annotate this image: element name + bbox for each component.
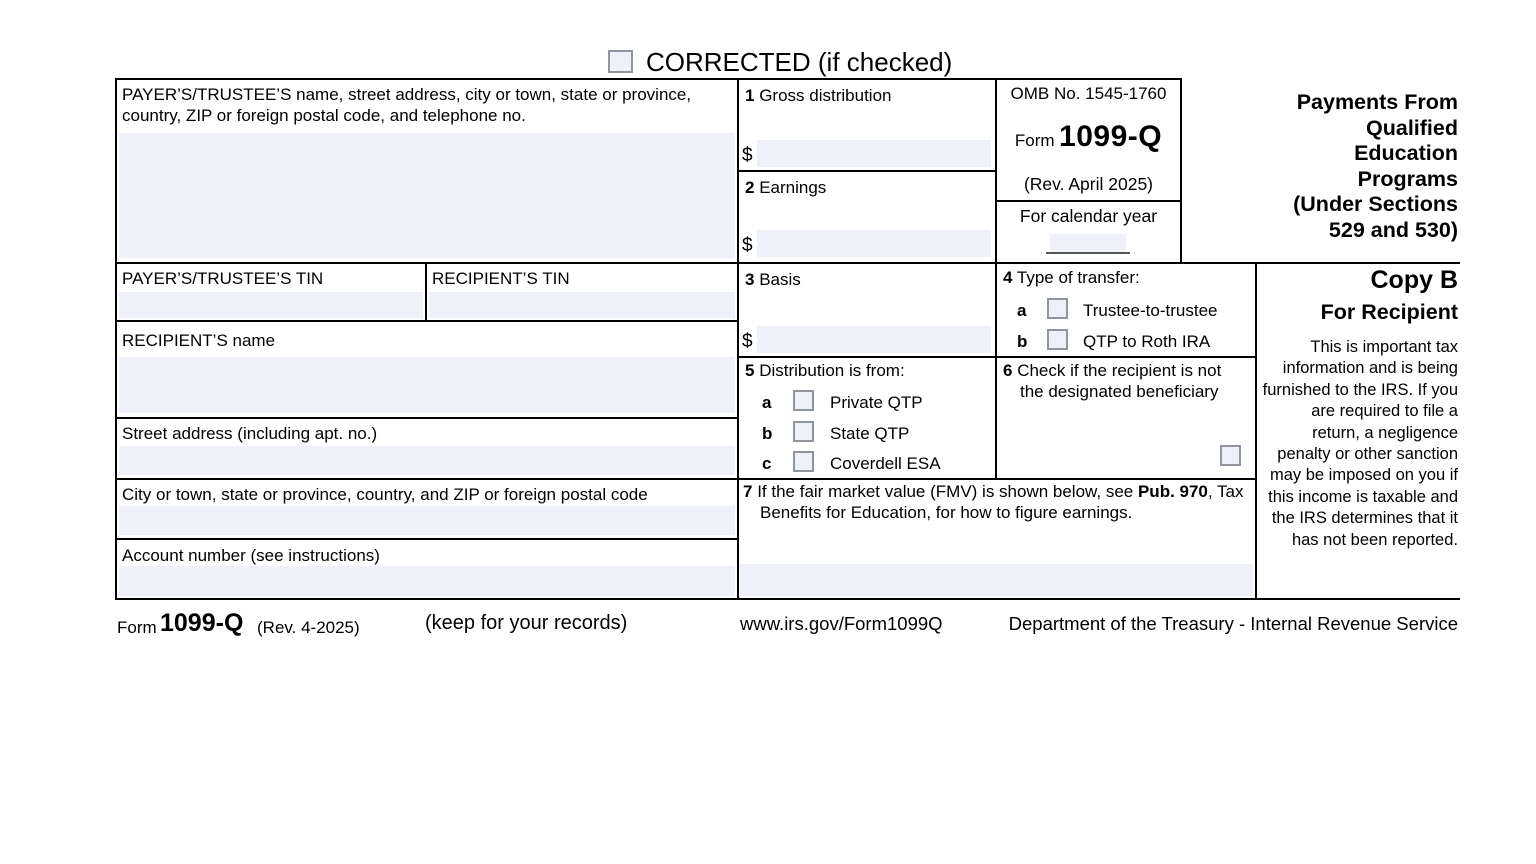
grid-line — [737, 78, 739, 600]
account-number-label: Account number (see instructions) — [122, 546, 380, 565]
form-title-line: Education — [1354, 141, 1458, 165]
earnings-field[interactable] — [757, 230, 991, 257]
payer-info-field[interactable] — [119, 133, 735, 258]
grid-line — [115, 538, 739, 540]
box7-label: 7 If the fair market value (FMV) is shown below, see Pub. 970, Tax Benefits for Education, for how to figure earnings. — [743, 482, 1244, 522]
basis-field[interactable] — [757, 326, 991, 353]
calendar-year-underline — [1046, 252, 1130, 254]
omb-number: OMB No. 1545-1760 — [1010, 84, 1167, 103]
grid-line — [1255, 262, 1257, 600]
grid-line — [115, 598, 1460, 600]
form-revision: (Rev. April 2025) — [1023, 174, 1154, 194]
box4b-letter: b — [1017, 332, 1028, 351]
grid-line — [115, 78, 1182, 80]
street-address-label: Street address (including apt. no.) — [122, 424, 378, 443]
form-title — [1262, 90, 1458, 243]
state-qtp-label: State QTP — [830, 424, 910, 443]
recipient-name-label: RECIPIENT’S name — [122, 331, 276, 350]
recipient-name-field[interactable] — [119, 357, 735, 413]
grid-line — [115, 417, 739, 419]
footer-form-word: Form — [117, 618, 157, 637]
form-title-line: 529 and 530) — [1328, 217, 1458, 242]
box4-label: 4 Type of transfer: — [1003, 268, 1140, 287]
coverdell-esa-label: Coverdell ESA — [830, 454, 941, 473]
form-number-block — [997, 120, 1180, 154]
qtp-to-roth-ira-label: QTP to Roth IRA — [1083, 332, 1211, 351]
form-title-line: (Under Sections — [1293, 192, 1458, 216]
grid-line — [1180, 78, 1182, 264]
box2-label: 2 Earnings — [745, 178, 827, 197]
grid-line — [115, 78, 117, 600]
box3-dollar-sign: $ — [742, 331, 753, 352]
box5a-letter: a — [762, 393, 772, 412]
coverdell-esa-checkbox[interactable] — [793, 451, 814, 472]
city-label: City or town, state or province, country, and ZIP or foreign postal code — [122, 485, 648, 504]
grid-line — [115, 478, 1257, 480]
grid-line — [737, 356, 1257, 358]
not-designated-beneficiary-checkbox[interactable] — [1220, 445, 1241, 466]
recipient-tin-label: RECIPIENT’S TIN — [432, 269, 570, 288]
footer-form-number: 1099-Q — [160, 609, 244, 637]
account-number-field[interactable] — [119, 566, 735, 596]
trustee-to-trustee-checkbox[interactable] — [1047, 298, 1068, 319]
footer-revision: (Rev. 4-2025) — [257, 618, 360, 637]
form-word: Form — [1014, 131, 1055, 150]
grid-line — [737, 170, 997, 172]
private-qtp-checkbox[interactable] — [793, 390, 814, 411]
state-qtp-checkbox[interactable] — [793, 421, 814, 442]
form-title-line: Payments From — [1296, 90, 1458, 114]
grid-line — [115, 320, 739, 322]
grid-line — [425, 262, 427, 322]
box2-dollar-sign: $ — [742, 235, 753, 256]
street-address-field[interactable] — [119, 446, 735, 475]
footer-url[interactable]: www.irs.gov/Form1099Q — [740, 613, 943, 634]
form-number: 1099-Q — [1059, 120, 1163, 153]
fmv-field[interactable] — [739, 564, 1253, 596]
gross-distribution-field[interactable] — [757, 140, 991, 167]
payer-tin-field[interactable] — [119, 292, 423, 318]
form-title-line: Qualified — [1366, 115, 1458, 140]
recipient-tin-field[interactable] — [429, 292, 735, 318]
payer-tin-label: PAYER’S/TRUSTEE’S TIN — [122, 269, 324, 288]
grid-line — [115, 262, 1460, 264]
footer-keep-note: (keep for your records) — [425, 612, 628, 634]
box5c-letter: c — [762, 454, 772, 473]
box1-dollar-sign: $ — [742, 145, 753, 166]
payer-info-label: PAYER’S/TRUSTEE’S name, street address, city or town, state or province, country, ZIP or foreign postal code, and telephone no. — [122, 85, 692, 125]
box5-label: 5 Distribution is from: — [745, 361, 905, 380]
calendar-year-field[interactable] — [1050, 234, 1126, 252]
city-field[interactable] — [119, 506, 735, 535]
box5b-letter: b — [762, 424, 773, 443]
corrected-checkbox[interactable] — [608, 50, 633, 73]
box6-label: 6 Check if the recipient is not the designated beneficiary — [1003, 361, 1222, 401]
recipient-notice: This is important tax information and is being furnished to the IRS. If you are required to file a return, a negligence penalty or other sanction may be imposed on you if this income is taxable and the IRS determines that it has not been reported. — [1262, 338, 1458, 549]
footer-department: Department of the Treasury - Internal Revenue Service — [1008, 613, 1458, 634]
calendar-year-label: For calendar year — [1019, 206, 1158, 226]
box1-label: 1 Gross distribution — [745, 86, 892, 105]
corrected-label: CORRECTED (if checked) — [646, 47, 953, 77]
for-recipient-label: For Recipient — [1320, 300, 1458, 324]
qtp-to-roth-ira-checkbox[interactable] — [1047, 329, 1068, 350]
private-qtp-label: Private QTP — [830, 393, 923, 412]
box4a-letter: a — [1017, 301, 1027, 320]
box3-label: 3 Basis — [745, 270, 801, 289]
trustee-to-trustee-label: Trustee-to-trustee — [1083, 301, 1218, 320]
copy-b-label: Copy B — [1370, 266, 1458, 294]
form-title-line: Programs — [1357, 166, 1458, 191]
grid-line — [995, 200, 1182, 202]
